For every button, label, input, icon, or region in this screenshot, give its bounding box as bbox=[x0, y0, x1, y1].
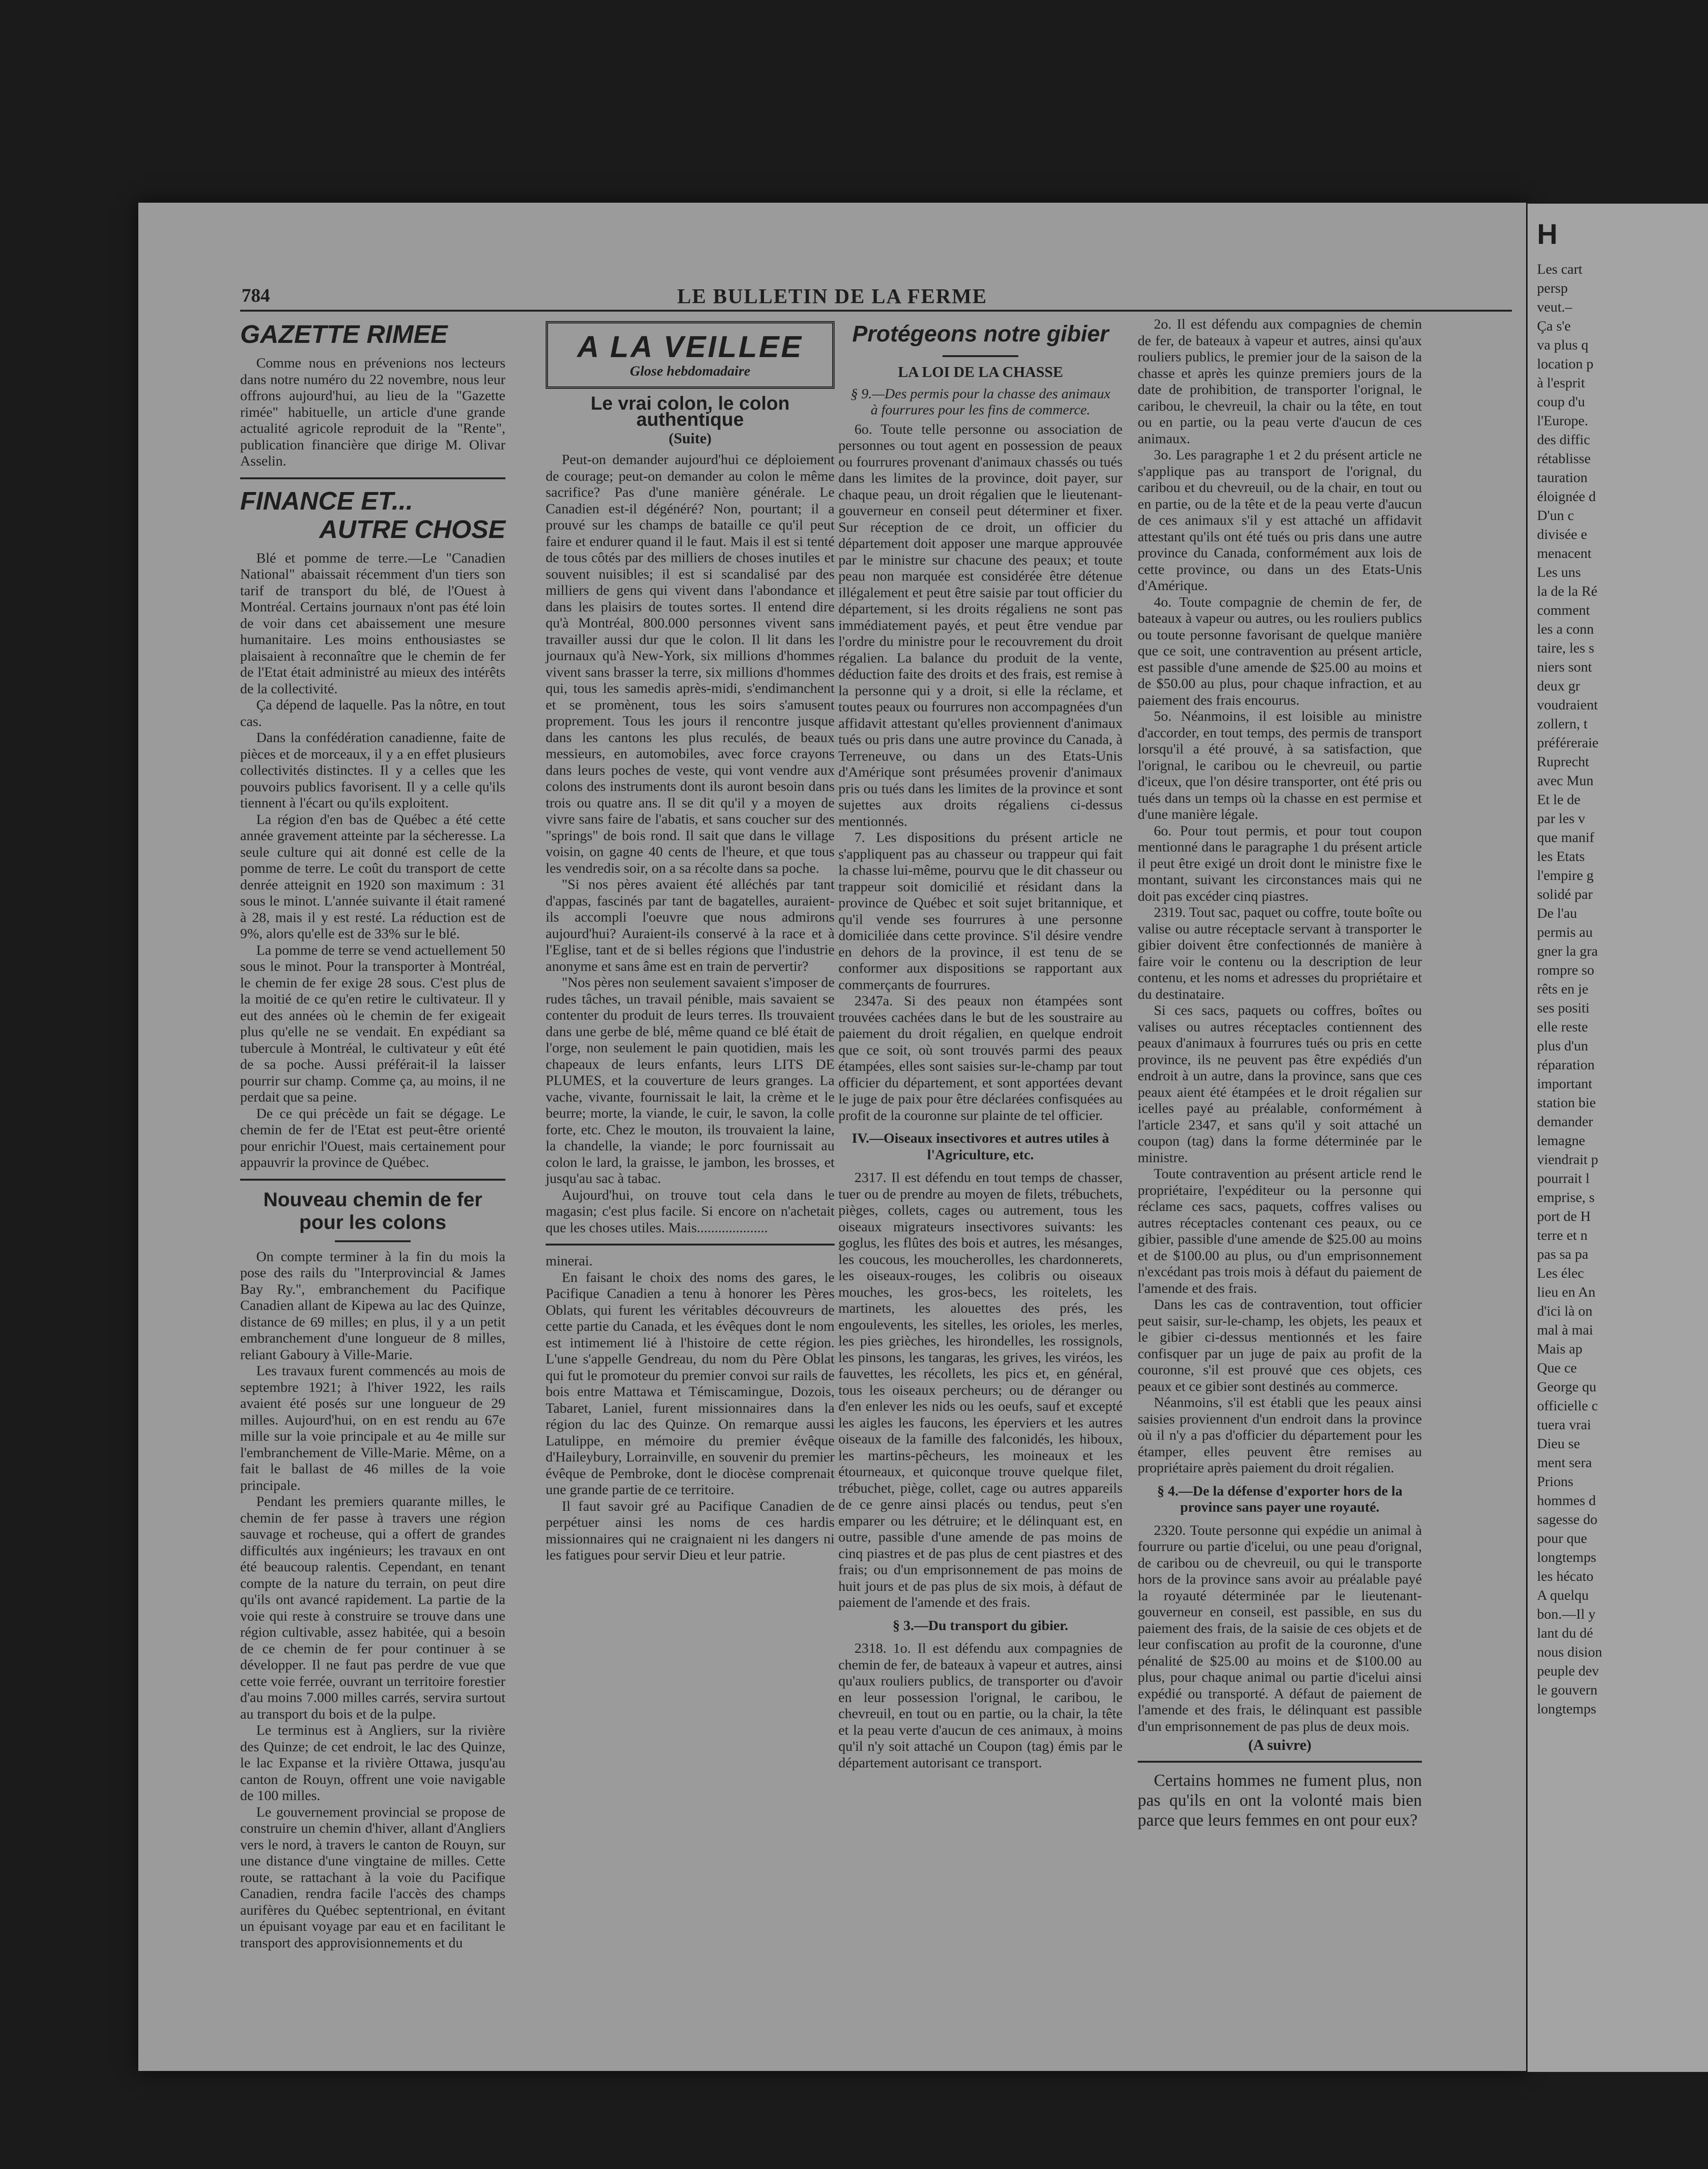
law-paragraph: 6o. Pour tout permis, et pour tout coupon mentionné dans le paragraphe 1 du présent article il peut être exigé un droit dont le ministre fixe le montant, suivant les circonstances mais qui ne doit pas excéder cinq piastres. bbox=[1138, 823, 1422, 904]
separator bbox=[546, 1244, 835, 1246]
adjacent-line: mal à mai bbox=[1537, 1322, 1593, 1338]
article-paragraph: Aujourd'hui, on trouve tout cela dans le magasin; c'est plus facile. Si encore on n'achetait que les choses utiles. Mais.................... bbox=[546, 1187, 835, 1236]
adjacent-line: coup d'u bbox=[1537, 394, 1585, 410]
adjacent-line: gner la gra bbox=[1537, 943, 1598, 959]
adjacent-line: plus d'un bbox=[1537, 1038, 1588, 1054]
adjacent-line: terre et n bbox=[1537, 1228, 1588, 1243]
adjacent-line: Ruprecht bbox=[1537, 754, 1589, 770]
law-paragraph: 2319. Tout sac, paquet ou coffre, toute boîte ou valise ou autre réceptacle servant à transporter le gibier doivent être confectionnés de manière à faire voir le contenu ou la description de leur contenu, et les noms et adresses du propriétaire et du destinataire. bbox=[1138, 905, 1422, 1002]
newspaper-page bbox=[138, 203, 1526, 2071]
gibier-subtitle: LA LOI DE LA CHASSE bbox=[898, 363, 1063, 380]
law-paragraph: 2o. Il est défendu aux compagnies de chemin de fer, de bateaux à vapeur et autres, ainsi qu'aux rouliers publics, le premier jour de la saison de la chasse et après les quinze premiers jours de la date de prohibition, de transporter l'orignal, le caribou, le chevreuil, la chair ou la tête, en tout ou en partie, ou la peau verte d'aucun de ces animaux. bbox=[1138, 316, 1422, 447]
adjacent-line: à l'esprit bbox=[1537, 375, 1585, 391]
adjacent-line: Dieu se bbox=[1537, 1436, 1580, 1452]
adjacent-line: nous dision bbox=[1537, 1644, 1602, 1660]
adjacent-line: port de H bbox=[1537, 1209, 1591, 1224]
chemin-paragraph: Le gouvernement provincial se propose de construire un chemin d'hiver, allant d'Angliers vers le nord, à travers le canton de Rouyn, sur une distance d'une vingtaine de milles. Cette route, se rattachant à la voie du Pacifique Canadien, rendra facile l'accès des champs aurifères du Québec septentrional, en évitant un épuisant voyage par eau et en facilitant le transport des approvisionnements et du bbox=[240, 1804, 505, 1951]
adjacent-line: menacent bbox=[1537, 546, 1591, 561]
adjacent-line: pas sa pa bbox=[1537, 1246, 1589, 1262]
separator bbox=[240, 477, 505, 479]
adjacent-line: emprise, s bbox=[1537, 1190, 1595, 1205]
adjacent-line: Prions bbox=[1537, 1474, 1573, 1489]
separator bbox=[335, 1240, 411, 1242]
adjacent-line: Les uns bbox=[1537, 565, 1581, 580]
section-heading: § 4.—De la défense d'exporter hors de la province sans payer une royauté. bbox=[1157, 1483, 1402, 1515]
law-paragraph: 2347a. Si des peaux non étampées sont trouvées cachées dans le but de les soustraire au paiement du droit régalien, en quelque endroit que ce soit, où sont trouvés parmi des peaux étampées, elles sont saisies sur-le-champ par tout officier du département, et sont apportées devant le juge de paix pour être déclarées confisquées au profit de la couronne sur plainte de tel officier. bbox=[838, 993, 1123, 1123]
chemin-paragraph: On compte terminer à la fin du mois la pose des rails du "Interprovincial & James Bay Ry.", embranchement du Pacifique Canadien allant de Kipewa au lac des Quinze, distance de 69 milles; en plus, il y a un petit embranchement d'une longueur de 8 milles, reliant Gaboury à Ville-Marie. bbox=[240, 1248, 505, 1362]
adjacent-line: divisée e bbox=[1537, 527, 1587, 542]
adjacent-line: George qu bbox=[1537, 1379, 1597, 1395]
adjacent-line: niers sont bbox=[1537, 659, 1592, 675]
separator bbox=[240, 1179, 505, 1181]
column-3 bbox=[838, 316, 1123, 1771]
adjacent-line: les hécato bbox=[1537, 1568, 1594, 1584]
adjacent-line: D'un c bbox=[1537, 508, 1574, 523]
separator bbox=[943, 355, 1018, 357]
adjacent-line: permis au bbox=[1537, 924, 1593, 940]
adjacent-line: ses positi bbox=[1537, 1000, 1590, 1016]
section-heading: IV.—Oiseaux insectivores et autres utiles à l'Agriculture, etc. bbox=[852, 1130, 1109, 1163]
law-paragraph: 4o. Toute compagnie de chemin de fer, de bateaux à vapeur ou autres, ou les rouliers publics ou toute personne favorisant de quelque manière que ce soit, une contravention au présent article, est passible d'une amende de $25.00 au moins et de $50.00 au plus, pour chaque infraction, et au paiement des frais encourus. bbox=[1138, 594, 1422, 708]
veille-title: A LA VEILLEE bbox=[577, 330, 803, 364]
adjacent-line: les a conn bbox=[1537, 621, 1594, 637]
adjacent-line: elle reste bbox=[1537, 1019, 1588, 1035]
adjacent-line: taire, les s bbox=[1537, 640, 1594, 656]
article-paragraph: Peut-on demander aujourd'hui ce déploiement de courage; peut-on demander au colon le même sacrifice? Pas d'une manière générale. Le Canadien est-il dégénéré? Non, pourtant; il a prouvé sur les champs de bataille ce qu'il peut faire et endurer quand il le faut. Mais il est si tenté de tous côtés par des milliers de choses inutiles et souvent nuisibles; il est si scandalisé par des milliers de gens qui vivent dans l'abondance et dans les plaisirs de toutes sortes. Il entend dire qu'à Montréal, 800.000 personnes vivent sans travailler aussi dur que le colon. Il lit dans les journaux qu'à New-York, six millions d'hommes vivent sans brasser la terre, six millions d'hommes qui, tous les samedis après-midi, s'endimanchent et se promènent, tous les soirs s'amusent proprement. Tous les jours il rencontre jusque dans les cantons les plus reculés, de beaux messieurs, en automobiles, avec force crayons dans leurs poches de veste, qui vont vendre aux colons des instruments dont ils auront besoin dans trois ou quatre ans. Il se dit qu'il y a moyen de vivre sans faire de l'abatis, et sans coucher sur des "springs" de bois rond. Il sait que dans le village voisin, on gagne 40 cents de l'heure, et que tous les vendredis soir, on a sa récolte dans sa poche. bbox=[546, 452, 835, 876]
law-paragraph: 6o. Toute telle personne ou association de personnes ou tout agent en possession de peaux ou fourrures provenant d'animaux chassés ou tués dans les limites de la province, doit payer, sur chaque peau, un droit régalien que le lieutenant-gouverneur en conseil peut déterminer et fixer. Sur réception de ce droit, un officier du département doit apposer une marque approuvée par le ministre sur chacune des peaux; et toute peau non marquée est considérée être détenue illégalement et peut être saisie par tout officier du département, si les droits régaliens ne sont pas immédiatement payés, et peut être vendue par l'ordre du ministre pour le recouvrement du droit régalien. La balance du produit de la vente, déduction faite des droits et des frais, est remise à la personne qui y a droit, si elle la réclame, et toutes peaux ou fourrures non accompagnées d'un affidavit attestant qu'elles proviennent d'animaux tués ou pris dans une autre province du Canada, à Terreneuve, ou dans un des Etats-Unis d'Amérique sont présumées provenir d'animaux pris ou tués dans les limites de la province et sont sujettes aux droits régaliens ci-dessus mentionnés. bbox=[838, 421, 1123, 829]
adjacent-line: Que ce bbox=[1537, 1360, 1577, 1376]
law-paragraph: 2318. 1o. Il est défendu aux compagnies de chemin de fer, de bateaux à vapeur et autres, ainsi qu'aux rouliers publics, de transporter ou d'avoir en leur possession l'orignal, le caribou, le chevreuil, en tout ou en partie, ou la chair, la tête et la peau verte d'aucun de ces animaux, à moins qu'il n'y soit attaché un Coupon (tag) émis par le département autorisant ce transport. bbox=[838, 1640, 1123, 1771]
finance-paragraph: Blé et pomme de terre.—Le "Canadien National" abaissait récemment d'un tiers son tarif de transport du blé, de l'Ouest à Montréal. Certains journaux n'ont pas été loin de voir dans cet abaissement une mesure humanitaire. Les moins enthousiastes se plaisaient à reconnaître que le chemin de fer de l'Etat était administré au mieux des intérêts de la collectivité. bbox=[240, 550, 505, 697]
adjacent-line: station bie bbox=[1537, 1095, 1596, 1111]
adjacent-line: lant du dé bbox=[1537, 1625, 1593, 1641]
adjacent-text bbox=[1528, 260, 1708, 1719]
page-number: 784 bbox=[242, 285, 270, 306]
adjacent-line: la de la Ré bbox=[1537, 583, 1598, 599]
adjacent-line: demander bbox=[1537, 1114, 1593, 1129]
adjacent-line: Les cart bbox=[1537, 261, 1582, 277]
adjacent-line: tuera vrai bbox=[1537, 1417, 1591, 1433]
suivre-label: (A suivre) bbox=[1248, 1736, 1312, 1753]
chemin-paragraph: Les travaux furent commencés au mois de septembre 1921; à l'hiver 1922, les rails avaient été posés sur une longueur de 29 milles. Aujourd'hui, on en est rendu au 67e mille sur la voie principale et au 4e mille sur l'embranchement de Ville-Marie. Même, on a fait le ballast de 46 milles de la voie principale. bbox=[240, 1363, 505, 1493]
veille-box bbox=[546, 321, 835, 389]
adjacent-page bbox=[1528, 204, 1708, 2072]
column-2 bbox=[546, 316, 835, 1564]
adjacent-line: important bbox=[1537, 1076, 1592, 1092]
adjacent-line: veut.– bbox=[1537, 299, 1573, 315]
closing-quip: Certains hommes ne fument plus, non pas qu'ils en ont la volonté mais bien parce que leurs femmes en ont pour eux? bbox=[1138, 1770, 1422, 1829]
adjacent-line: location p bbox=[1537, 356, 1594, 372]
adjacent-line: Ça s'e bbox=[1537, 318, 1571, 334]
adjacent-line: Les élec bbox=[1537, 1265, 1584, 1281]
continued-paragraph: En faisant le choix des noms des gares, le Pacifique Canadien a tenu à honorer les Pères Oblats, qui furent les véritables découvreurs de cette partie du Canada, et les évêques dont le nom est intimement lié à l'histoire de cette région. L'une s'appelle Gendreau, du nom du Père Oblat qui fut le promoteur du premier convoi sur rails de bois entre Mattawa et Témiscamingue, Dozois, Tabaret, Laniel, furent missionnaires dans la région du lac des Quinze. On remarque aussi Latulippe, en mémoire du premier évêque d'Haileybury, Lorrainville, en souvenir du premier évêque de Pembroke, dont le diocèse comprenait une grande partie de ce territoire. bbox=[546, 1269, 835, 1497]
law-paragraph: 2317. Il est défendu en tout temps de chasser, tuer ou de prendre au moyen de filets, trébuchets, pièges, collets, cages ou autrement, tous les oiseaux migrateurs insectivores suivants: les goglus, les flûtes des bois et autres, les mésanges, les coucous, les moucherolles, les chardonnerets, les oiseaux-rouges, les colibris ou oiseaux mouches, les gros-becs, les roitelets, les martinets, les alouettes des prés, les engoulevents, les sitelles, les orioles, les merles, les pies grièches, les hirondelles, les rossignols, les pinsons, les tangaras, les grives, les viréos, les fauvettes, les récollets, les pics et, en général, tous les oiseaux percheurs; ou de déranger ou d'en enlever les nids ou les oeufs, sauf et excepté les aigles les faucons, les éperviers et les autres oiseaux de la famille des falconidés, les hiboux, les martins-pêcheurs, les moineaux et les étourneaux, et quiconque trouve quelque filet, trébuchet, piège, collet, cage ou autres appareils de ce genre ainsi placés ou tendus, peut s'en emparer ou les détruire; et le délinquant est, en outre, passible d'une amende de pas moins de cinq piastres et de pas plus de cent piastres et des frais; ou d'un emprisonnement de pas moins de huit jours et de pas plus de six mois, à défaut de paiement de l'amende et des frais. bbox=[838, 1170, 1123, 1610]
adjacent-line: d'ici là on bbox=[1537, 1303, 1593, 1319]
gibier-title: Protégeons notre gibier bbox=[852, 322, 1109, 347]
law-paragraph: Néanmoins, s'il est établi que les peaux ainsi saisies proviennent d'un endroit dans la province où il n'y a pas d'officier du département pour les étamper, elles peuvent être remises au propriétaire après paiement du droit régalien. bbox=[1138, 1395, 1422, 1476]
continued-paragraph: minerai. bbox=[546, 1253, 593, 1269]
article-paragraph: "Si nos pères avaient été alléchés par tant d'appas, fascinés par tant de bagatelles, auraient-ils accompli l'oeuvre que nous admirons aujourd'hui? Auraient-ils conservé à la race et à l'Eglise, tant et de si belles régions que l'industrie anonyme et sans âme est en train de pervertir? bbox=[546, 877, 835, 974]
adjacent-line: va plus q bbox=[1537, 337, 1589, 353]
chemin-title: Nouveau chemin de fer pour les colons bbox=[263, 1188, 483, 1233]
article-paragraph: "Nos pères non seulement savaient s'imposer de rudes tâches, un travail pénible, mais savaient se contenter du produit de leurs terres. Ils trouvaient dans une gerbe de blé, même quand ce blé était de l'orge, non seulement le pain quotidien, mais les chapeaux de leurs enfants, leurs LITS DE PLUMES, et la couverture de leurs granges. La vache, vivante, fournissait le lait, la crème et le beurre; morte, la viande, le cuir, le savon, la colle forte, etc. Chez le mouton, ils trouvaient la laine, la chandelle, la viande; le porc fournissait au colon le lard, la graisse, le jambon, les brosses, et jusqu'au sac à tabac. bbox=[546, 975, 835, 1186]
adjacent-line: rompre so bbox=[1537, 962, 1594, 978]
adjacent-line: rétablisse bbox=[1537, 451, 1591, 466]
adjacent-line: que manif bbox=[1537, 830, 1594, 845]
continued-paragraph: Il faut savoir gré au Pacifique Canadien de perpétuer ainsi les noms de ces hardis missionnaires qui ne craignaient ni les dangers ni les fatigues pour servir Dieu et leur patrie. bbox=[546, 1498, 835, 1563]
adjacent-line: l'Europe. bbox=[1537, 413, 1588, 429]
finance-paragraph: Ça dépend de laquelle. Pas la nôtre, en tout cas. bbox=[240, 697, 505, 729]
masthead-title: LE BULLETIN DE LA FERME bbox=[677, 285, 988, 308]
adjacent-line: avec Mun bbox=[1537, 773, 1594, 789]
law-paragraph: 2320. Toute personne qui expédie un animal à fourrure ou partie d'icelui, ou une peau d'orignal, de caribou ou de chevreuil, ou qui le transporte hors de la province sans avoir au préalable payé la royauté déterminée par le lieutenant-gouverneur en conseil, est passible, en sus du paiement des frais, de la saisie de ces objets et de leur confiscation au profit de la couronne, d'une pénalité de $25.00 au moins et de $100.00 au plus, pour chaque animal ou partie d'icelui ainsi expédié ou transporté. A défaut de paiement de l'amende et des frais, le délinquant est passible d'un emprisonnement de pas plus de deux mois. bbox=[1138, 1522, 1422, 1734]
adjacent-line: pourrait l bbox=[1537, 1171, 1590, 1186]
adjacent-line: réparation bbox=[1537, 1057, 1595, 1073]
adjacent-heading: H bbox=[1537, 218, 1558, 250]
finance-paragraph: La région d'en bas de Québec a été cette année gravement atteinte par la sécheresse. La seule culture qui ait donné est celle de la pomme de terre. Le coût du transport de cette denrée atteignit en 1920 son maximum : 31 sous le minot. L'année suivante il était ramené à 28, mais il y est resté. La réduction est de 9%, alors qu'elle est de 33% sur le blé. bbox=[240, 811, 505, 941]
adjacent-line: Mais ap bbox=[1537, 1341, 1582, 1357]
adjacent-line: rêts en je bbox=[1537, 981, 1589, 997]
finance-paragraph: De ce qui précède un fait se dégage. Le chemin de fer de l'Etat est peut-être orienté pour enrichir l'Ouest, mais certainement pour appauvrir la province de Québec. bbox=[240, 1105, 505, 1170]
column-1 bbox=[240, 316, 505, 1951]
adjacent-line: lemagne bbox=[1537, 1133, 1585, 1148]
adjacent-line: ment sera bbox=[1537, 1455, 1592, 1470]
article-suite: (Suite) bbox=[668, 429, 712, 447]
adjacent-line: voudraient bbox=[1537, 697, 1598, 713]
adjacent-line: viendrait p bbox=[1537, 1152, 1599, 1167]
adjacent-line: peuple dev bbox=[1537, 1663, 1599, 1679]
adjacent-line: A quelqu bbox=[1537, 1587, 1589, 1603]
adjacent-line: comment bbox=[1537, 602, 1590, 618]
gazette-title: GAZETTE RIMEE bbox=[240, 320, 448, 349]
finance-title-line2: AUTRE CHOSE bbox=[319, 515, 505, 544]
adjacent-line: longtemps bbox=[1537, 1550, 1596, 1565]
section-heading: § 3.—Du transport du gibier. bbox=[892, 1617, 1069, 1633]
adjacent-line: hommes d bbox=[1537, 1493, 1596, 1508]
law-paragraph: Dans les cas de contravention, tout officier peut saisir, sur-le-champ, les objets, les peaux et le gibier ci-dessus mentionnés et les faire confisquer par un juge de paix au profit de la couronne, s'il est prouvé que ces objets, ces peaux et ce gibier sont destinés au commerce. bbox=[1138, 1297, 1422, 1394]
adjacent-line: l'empire g bbox=[1537, 868, 1594, 883]
adjacent-line: longtemps bbox=[1537, 1701, 1596, 1717]
section-heading: § 9.—Des permis pour la chasse des animaux à fourrures pour les fins de commerce. bbox=[850, 385, 1111, 418]
column-4 bbox=[1138, 316, 1422, 1830]
adjacent-line: les Etats bbox=[1537, 849, 1585, 864]
adjacent-line: officielle c bbox=[1537, 1398, 1598, 1414]
gazette-text: Comme nous en prévenions nos lecteurs dans notre numéro du 22 novembre, nous leur offrons aujourd'hui, au lieu de la "Gazette rimée" habituelle, un article d'une grande actualité agricole reproduit de la "Rente", publication financière que dirige M. Olivar Asselin. bbox=[240, 355, 505, 469]
veille-subtitle: Glose hebdomadaire bbox=[629, 363, 751, 379]
chemin-paragraph: Pendant les premiers quarante milles, le chemin de fer passe à travers une région sauvage et rocheuse, qui a offert de grandes difficultés aux ingénieurs; les travaux en ont été beaucoup ralentis. Cependant, en tenant compte de la nature du terrain, on peut dire qu'ils ont avancé rapidement. La partie de la voie qui reste à construire se trouve dans une région cultivable, assez habitée, qui a besoin de ce chemin de fer pour continuer à se développer. Il ne faut pas perdre de vue que cette voie ferrée, ouvrant un territoire forestier d'au moins 7.000 milles carrés, servira surtout au transport du bois et de la pulpe. bbox=[240, 1494, 505, 1722]
finance-paragraph: La pomme de terre se vend actuellement 50 sous le minot. Pour la transporter à Montréal, le chemin de fer exige 28 sous. C'est plus de la moitié de ce qu'en retire le cultivateur. Il y eut des années où le chemin de fer exigeait plus qu'elle ne se vendait. En expédiant sa tubercule à Montréal, le cultivateur y eût été de sa poche. Aussi préférait-il la laisser pourrir sur champ. Comme ça, au moins, il ne perdait que sa peine. bbox=[240, 942, 505, 1105]
adjacent-line: solidé par bbox=[1537, 887, 1593, 902]
adjacent-line: tauration bbox=[1537, 470, 1588, 485]
law-paragraph: Toute contravention au présent article rend le propriétaire, l'expéditeur ou la personne qui réclame ces sacs, paquets, coffres valises ou autres réceptacles contenant ces peaux, ou ce gibier, passible d'une amende de $25.00 au moins et de $100.00 au plus, ou d'un emprisonnement n'excédant pas trois mois à défaut du paiement de l'amende et des frais. bbox=[1138, 1166, 1422, 1296]
law-paragraph: 7. Les dispositions du présent article ne s'appliquent pas au chasseur ou trappeur qui fait la chasse lui-même, pourvu que le dit chasseur ou trappeur soit domicilié et résidant dans la province de Québec et soit sujet britannique, et qu'il vende ses fourrures à une personne domiciliée dans cette province. S'il désire vendre en dehors de la province, il est tenu de se conformer aux dispositions se rapportant aux commerçants de fourrures. bbox=[838, 830, 1123, 993]
adjacent-line: des diffic bbox=[1537, 432, 1590, 448]
finance-paragraph: Dans la confédération canadienne, faite de pièces et de morceaux, il y a en effet plusieurs collectivités distinctes. Il y a celles que les pouvoirs publics favorisent. Il y a celle qu'ils tiennent à l'écart ou qu'ils exploitent. bbox=[240, 730, 505, 811]
adjacent-line: pour que bbox=[1537, 1531, 1587, 1546]
adjacent-line: lieu en An bbox=[1537, 1284, 1596, 1300]
finance-title-line1: FINANCE ET... bbox=[240, 486, 414, 515]
adjacent-line: bon.—Il y bbox=[1537, 1606, 1596, 1622]
separator bbox=[1138, 1761, 1422, 1763]
adjacent-line: sagesse do bbox=[1537, 1512, 1598, 1527]
adjacent-line: zollern, t bbox=[1537, 716, 1588, 732]
adjacent-line: deux gr bbox=[1537, 678, 1580, 694]
adjacent-line: De l'au bbox=[1537, 905, 1577, 921]
masthead-rule bbox=[240, 310, 1512, 312]
law-paragraph: 3o. Les paragraphe 1 et 2 du présent article ne s'applique pas au transport de l'orignal, du caribou et du chevreuil, ou de la chair, en tout ou en partie, ou de la tête et de la peau verte d'aucun de ces animaux s'il y est attaché un affidavit attestant qu'ils ont été tués ou pris dans une autre province du Canada, conformément aux lois de cette province, ou dans un des Etats-Unis d'Amérique. bbox=[1138, 447, 1422, 593]
article-title: Le vrai colon, le colon authentique bbox=[590, 393, 790, 430]
chemin-paragraph: Le terminus est à Angliers, sur la rivière des Quinze; de cet endroit, le lac des Quinze, le lac Expanse et la rivière Ottawa, jusqu'au canton de Rouyn, offrent une voie navigable de 100 milles. bbox=[240, 1722, 505, 1803]
adjacent-line: par les v bbox=[1537, 811, 1585, 826]
adjacent-line: éloignée d bbox=[1537, 489, 1596, 504]
adjacent-line: Et le de bbox=[1537, 792, 1581, 807]
adjacent-line: persp bbox=[1537, 280, 1568, 296]
law-paragraph: 5o. Néanmoins, il est loisible au ministre d'accorder, en tout temps, des permis de transport lorsqu'il a été prouvé, à sa satisfaction, que l'orignal, le caribou ou le chevreuil, ou partie d'iceux, que l'on désire transporter, ont été pris ou tués dans un temps où la chasse en est permise et d'une manière légale. bbox=[1138, 708, 1422, 822]
law-paragraph: Si ces sacs, paquets ou coffres, boîtes ou valises ou autres réceptacles contiennent des peaux d'animaux à fourrures tués ou pris en cette province, ils ne peuvent pas être expédiés d'un endroit à un autre, dans la province, sans que ces peaux aient été étampées et le droit régalien sur icelles payé au préalable, conformément à l'article 2347, et sans qu'il y soit attaché un coupon (tag) dans la forme déterminée par le ministre. bbox=[1138, 1003, 1422, 1165]
adjacent-line: préféreraie bbox=[1537, 735, 1599, 751]
adjacent-line: le gouvern bbox=[1537, 1682, 1598, 1698]
